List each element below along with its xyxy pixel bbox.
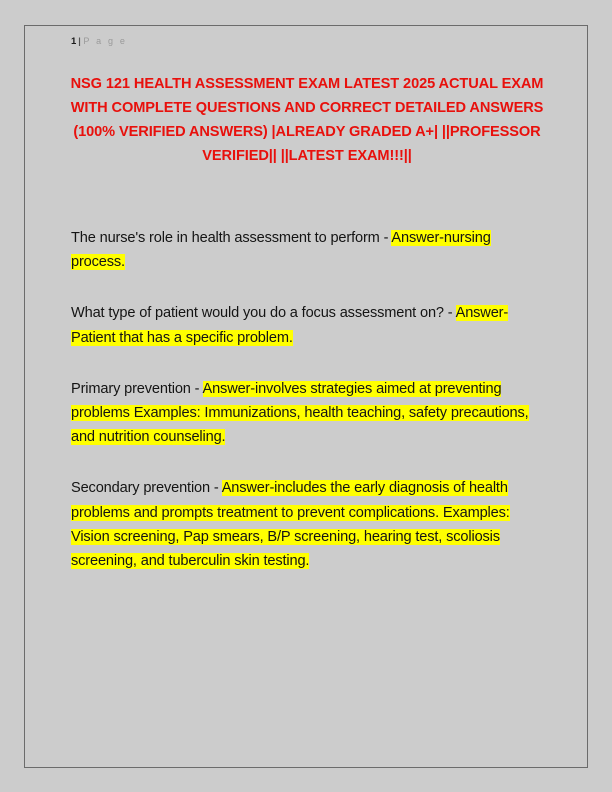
question-text: The nurse's role in health assessment to perform - bbox=[71, 230, 392, 246]
qa-block bbox=[71, 226, 547, 274]
page-header-label: P a g e bbox=[83, 36, 128, 46]
answer-text: Answer-includes the early diagnosis of health problems and prompts treatment to prevent complications. Examples: Vision screening, Pap smears, B/P screening, hearing test, scoliosis screening, and tuberculin skin testing. bbox=[71, 480, 510, 570]
qa-list bbox=[71, 226, 547, 573]
answer-text: Answer-nursing process. bbox=[71, 230, 491, 271]
qa-block bbox=[71, 476, 547, 573]
document-title: NSG 121 HEALTH ASSESSMENT EXAM LATEST 2025 ACTUAL EXAM WITH COMPLETE QUESTIONS AND CORRECT DETAILED ANSWERS (100% VERIFIED ANSWERS) |ALREADY GRADED A+| ||PROFESSOR VERIFIED|| ||LATEST EXAM!!!|| bbox=[70, 76, 544, 164]
answer-text: Answer-involves strategies aimed at preventing problems Examples: Immunizations, health teaching, safety precautions, and nutrition counseling. bbox=[71, 380, 529, 446]
page-content bbox=[25, 26, 587, 767]
page-header bbox=[71, 36, 127, 47]
page-number: 1 bbox=[71, 36, 77, 47]
qa-block bbox=[71, 301, 547, 349]
answer-text: Answer-Patient that has a specific problem. bbox=[71, 305, 509, 346]
page-header-separator: | bbox=[78, 36, 82, 46]
question-text: What type of patient would you do a focus assessment on? - bbox=[71, 305, 456, 322]
document-page bbox=[24, 25, 588, 768]
qa-block bbox=[71, 377, 547, 450]
question-text: Primary prevention - bbox=[71, 380, 203, 397]
question-text: Secondary prevention - bbox=[71, 480, 222, 497]
